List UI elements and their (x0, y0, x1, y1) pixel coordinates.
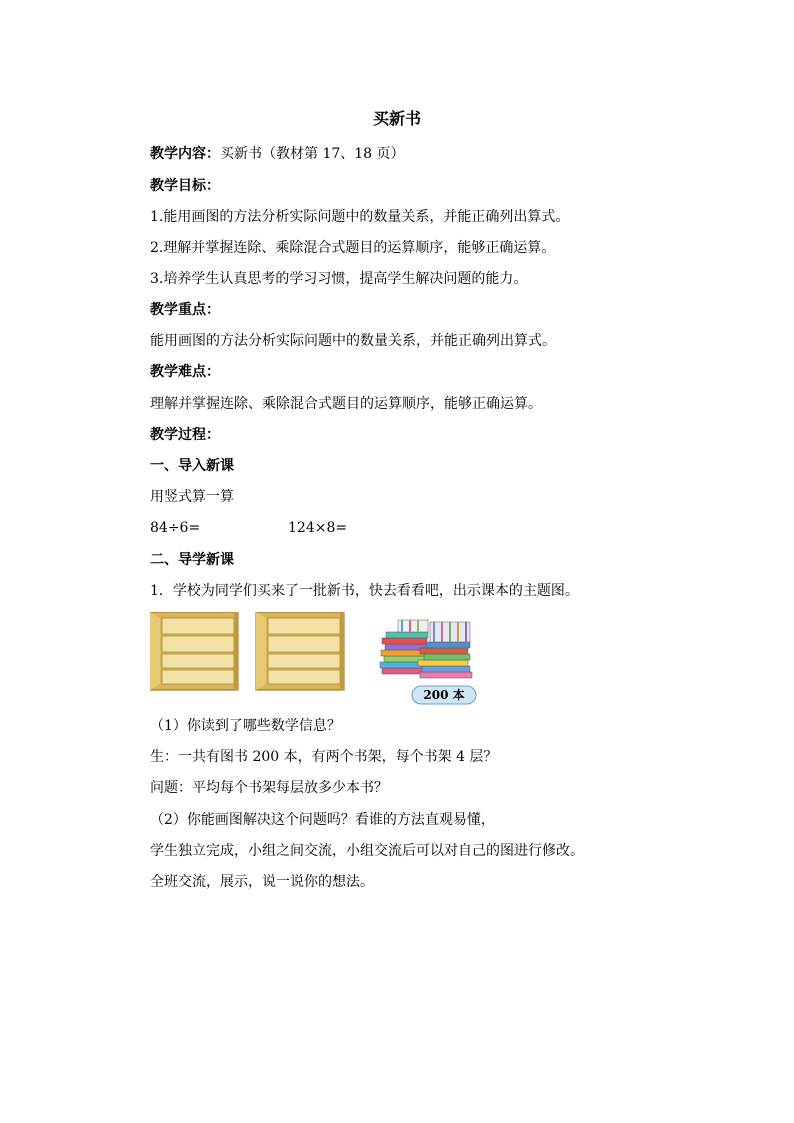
teaching-content-line (150, 144, 405, 164)
section1-intro: 用竖式算一算 (150, 489, 234, 505)
question-1: （1）你读到了哪些数学信息？ (150, 718, 341, 734)
difficulty-heading: 教学难点： (150, 364, 220, 380)
goal-item-2: 2.理解并掌握连除、乘除混合式题目的运算顺序，能够正确运算。 (150, 240, 556, 256)
question-2: （2）你能画图解决这个问题吗？看谁的方法直观易懂， (150, 812, 495, 828)
bookshelves-and-books-illustration (150, 612, 490, 707)
question-1-answer: 生：一共有图书 200 本，有两个书架，每个书架 4 层？ (150, 749, 498, 765)
step-1: 1．学校为同学们买来了一批新书，快去看看吧，出示课本的主题图。 (150, 583, 579, 599)
question-2-line-3: 全班交流，展示，说一说你的想法。 (150, 874, 374, 890)
teaching-content-value: 买新书（教材第 17、18 页） (220, 146, 405, 162)
calc-2: 124×8= (288, 520, 348, 536)
theme-illustration (150, 612, 490, 707)
key-points-text: 能用画图的方法分析实际问题中的数量关系，并能正确列出算式。 (150, 333, 556, 349)
goals-heading: 教学目标： (150, 178, 220, 194)
question-2-line-2: 学生独立完成，小组之间交流，小组交流后可以对自己的图进行修改。 (150, 843, 584, 859)
calc-1: 84÷6= (150, 520, 201, 536)
page-title: 买新书 (372, 109, 421, 128)
goal-item-3: 3.培养学生认真思考的学习习惯，提高学生解决问题的能力。 (150, 271, 528, 287)
bookshelf-icon (150, 612, 238, 690)
teaching-content-label: 教学内容： (150, 146, 220, 162)
book-stack-icon (380, 620, 472, 678)
bookshelf-icon (256, 612, 344, 690)
question-1-problem: 问题：平均每个书架每层放多少本书？ (150, 780, 388, 796)
process-heading: 教学过程： (150, 427, 220, 443)
goal-item-1: 1.能用画图的方法分析实际问题中的数量关系，并能正确列出算式。 (150, 209, 570, 225)
key-points-heading: 教学重点： (150, 302, 220, 318)
difficulty-text: 理解并掌握连除、乘除混合式题目的运算顺序，能够正确运算。 (150, 396, 542, 412)
count-label: 200 本 (423, 688, 465, 702)
calc-line (150, 518, 450, 538)
section2-heading: 二、导学新课 (150, 552, 234, 568)
section1-heading: 一、导入新课 (150, 458, 234, 474)
